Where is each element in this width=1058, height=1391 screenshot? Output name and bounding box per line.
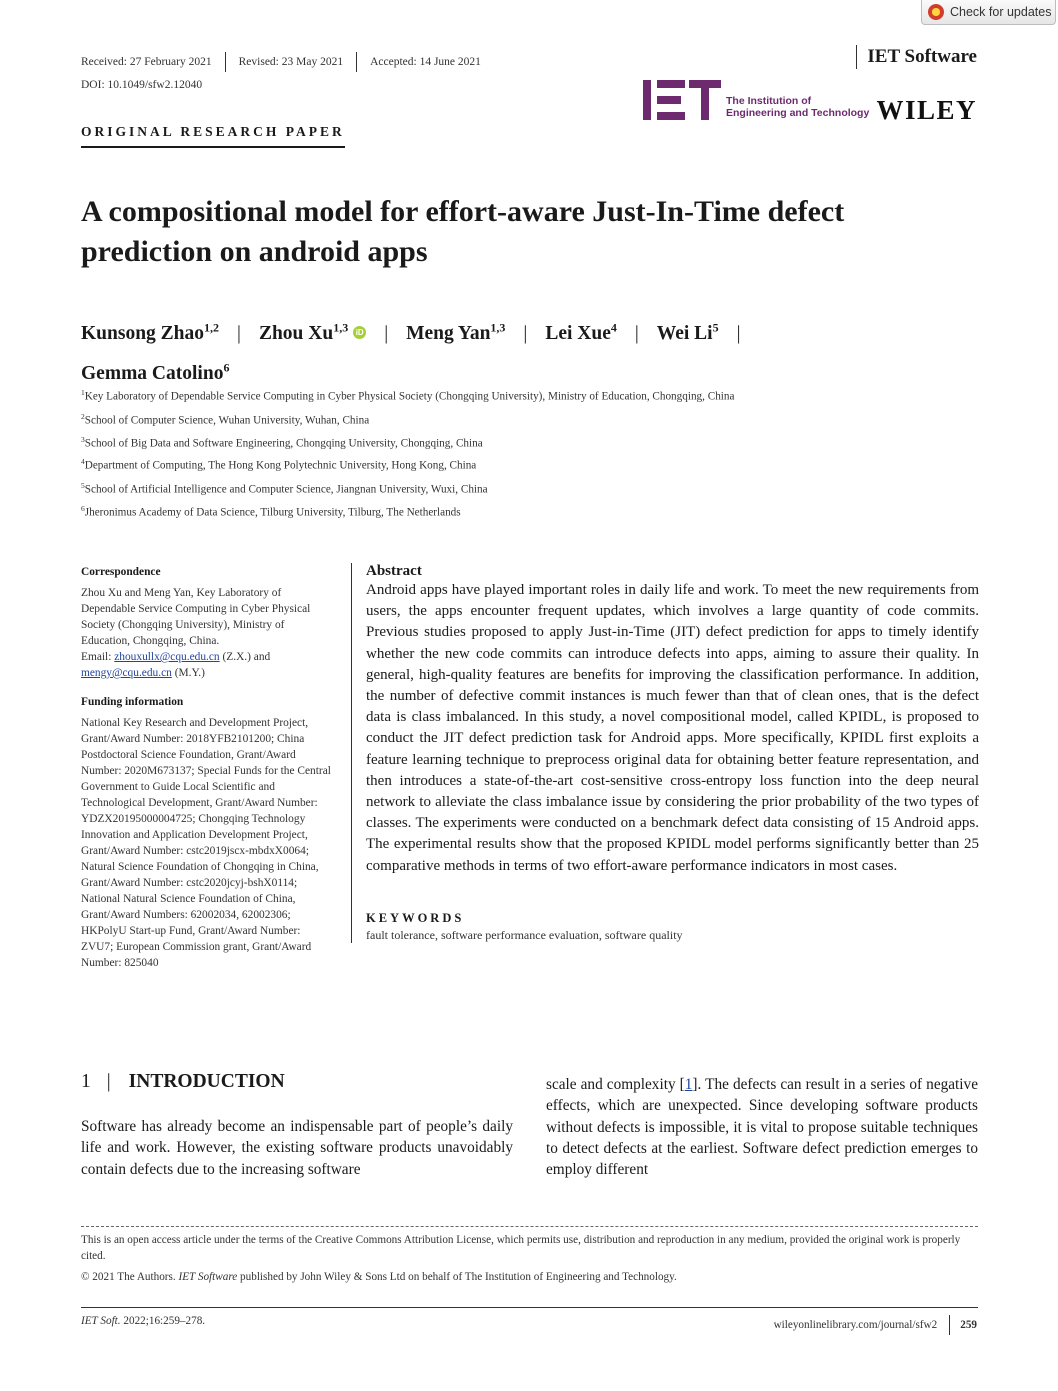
page-number: 259 (960, 1319, 977, 1331)
affiliation: $^6$Jheronimus Academy of Data Science, Tilburg University, Tilburg, The Netherlands (81, 504, 461, 519)
journal-url[interactable]: wileyonlinelibrary.com/journal/sfw2 (773, 1319, 938, 1331)
article-dates (81, 52, 481, 72)
email-link[interactable]: zhouxullx@cqu.edu.cn (114, 651, 220, 663)
divider (949, 1315, 950, 1335)
email-link[interactable]: mengy@cqu.edu.cn (81, 667, 172, 679)
iet-name-line-2: Engineering and Technology (726, 107, 870, 119)
citation: IET Soft. 2022;16:259–278. (81, 1315, 206, 1327)
keywords-heading: KEYWORDS (366, 910, 465, 925)
abstract-section (351, 563, 979, 943)
abstract-text: Android apps have played important roles in daily life and work. To meet the new requirements from users, the apps encounter frequent updates, which involves a large quantity of code commits. Previous studies proposed to apply Just-in-Time (JIT) defect prediction for apps to timely identify whether the new code commits can introduce defects into apps, aiming to assure their quality. In general, high-quality features are benefits for improving the classification performance. In addition, the number of defective commit instances is much fewer than that of clean ones, that is the defect data is class imbalanced. In this study, a novel compositional model, called KPIDL, is proposed to conduct the JIT defect prediction task for Android apps. More specifically, KPIDL first exploits a feature learning technique to preprocess original data for obtaining better feature representation, and then introduces a state-of-the-art cost-sensitive cross-entropy loss function into the deep neural network to alleviate the class imbalance issue by considering the prior probability of the two types of classes. The experiments were conducted on a benchmark defect data consisting of 15 Android apps. The experimental results show that the proposed KPIDL model performs significantly better than 25 comparative methods in terms of two effort-aware performance indicators in most cases. (366, 582, 979, 874)
affiliation: $^4$Department of Computing, The Hong Kong Polytechnic University, Hong Kong, China (81, 457, 477, 472)
section-heading: 1 | INTRODUCTION (81, 1071, 285, 1092)
accepted-date: Accepted: 14 June 2021 (370, 56, 481, 68)
author[interactable]: Wei Li$^5$ (656, 320, 719, 344)
iet-logo (643, 80, 869, 120)
citation-link[interactable]: 1 (684, 1076, 693, 1093)
author[interactable]: Lei Xue$^4$ (545, 320, 617, 344)
publisher-logo: WILEY (876, 95, 977, 125)
funding-text: National Key Research and Development Project, Grant/Award Number: 2018YFB2101200; China Postdoctoral Science Foundation, Grant/Award Number: 2020M673137; Special Funds for the Central Government to Guide Local Scientific and Technological Development, Grant/Award Number: YDZX20195000004725; Chongqing Technology Innovation and Application Development Project, Grant/Award Number: cstc2019jscx-mbdxX0064; Natural Science Foundation of Chongqing in China, Grant/Award Number: cstc2020jcyj-bshX0114; National Natural Science Foundation of China, Grant/Award Numbers: 62002034, 62002306; HKPolyU Start-up Fund, Grant/Award Number: ZVU7; European Commission grant, Grant/Award Number: 825040 (81, 717, 331, 969)
intro-column-2: scale and complexity [1]. The defects can result in a series of negative effects, which are unexpected. Since developing software products without defects is impossible, it is vital to propose suitable techniques to detect defects at the earliest. Software defect prediction emerges to employ different (546, 1076, 978, 1179)
intro-column-1: Software has already become an indispensable part of people’s daily life and work. However, the existing software products unavoidably contain defects due to the increasing software (81, 1118, 513, 1178)
author[interactable]: Kunsong Zhao$^{1,2}$ (81, 320, 220, 344)
author-list (81, 310, 881, 391)
divider: | (523, 322, 528, 344)
check-for-updates-button[interactable] (921, 0, 1056, 25)
divider: | (384, 322, 389, 344)
footer-divider (81, 1307, 978, 1308)
divider (225, 52, 226, 72)
affiliation: $^3$School of Big Data and Software Engineering, Chongqing University, Chongqing, China (81, 435, 483, 450)
crossmark-icon (928, 4, 944, 20)
divider: | (237, 322, 241, 344)
check-for-updates-label: Check for updates (950, 5, 1052, 19)
divider: | (736, 322, 741, 344)
divider: | (634, 322, 639, 344)
copyright-note: © 2021 The Authors. IET Software published by John Wiley & Sons Ltd on behalf of The Institution of Engineering and Technology. (81, 1271, 677, 1283)
license-note: This is an open access article under the terms of the Creative Commons Attribution License, which permits use, distribution and reproduction in any medium, provided the original work is properly cited. (81, 1234, 961, 1262)
iet-name-line-1: The Institution of (726, 95, 812, 107)
received-date: Received: 27 February 2021 (81, 56, 212, 68)
author[interactable]: Gemma Catolino$^6$ (81, 360, 230, 384)
correspondence-text: Zhou Xu and Meng Yan, Key Laboratory of Dependable Service Computing in Cyber Physical Society (Chongqing University), Ministry of Education, Chongqing, China. Email: zhouxullx@cqu.edu.cn (Z.X.) and mengy@cqu.edu.cn (M.Y.) (81, 587, 311, 679)
iet-logo-mark (643, 80, 721, 120)
keywords-text: fault tolerance, software performance evaluation, software quality (366, 927, 683, 942)
divider (356, 52, 357, 72)
affiliation: $^5$School of Artificial Intelligence and Computer Science, Jiangnan University, Wuxi, China (81, 481, 488, 496)
paper-title: A compositional model for effort-aware Just-In-Time defect prediction on android apps (81, 195, 845, 268)
abstract-heading: Abstract (366, 563, 422, 579)
iet-name (726, 95, 869, 119)
funding-heading: Funding information (81, 696, 184, 708)
affiliation: $^2$School of Computer Science, Wuhan University, Wuhan, China (81, 412, 370, 427)
orcid-icon[interactable]: iD (353, 326, 366, 339)
author[interactable]: Meng Yan$^{1,3}$ (406, 320, 506, 344)
sidebar (81, 564, 331, 984)
revised-date: Revised: 23 May 2021 (238, 56, 344, 68)
doi[interactable]: DOI: 10.1049/sfw2.12040 (81, 79, 203, 91)
affiliation: $^1$Key Laboratory of Dependable Service Computing in Cyber Physical Society (Chongqing University), Ministry of Education, Chongqing, China (81, 388, 735, 403)
journal-name: IET Software (856, 45, 977, 69)
paper-type: ORIGINAL RESEARCH PAPER (81, 124, 345, 148)
correspondence-heading: Correspondence (81, 566, 161, 578)
footer-right (774, 1315, 977, 1335)
author[interactable]: Zhou Xu$^{1,3}$ (258, 320, 349, 344)
footnote-divider (81, 1226, 978, 1227)
